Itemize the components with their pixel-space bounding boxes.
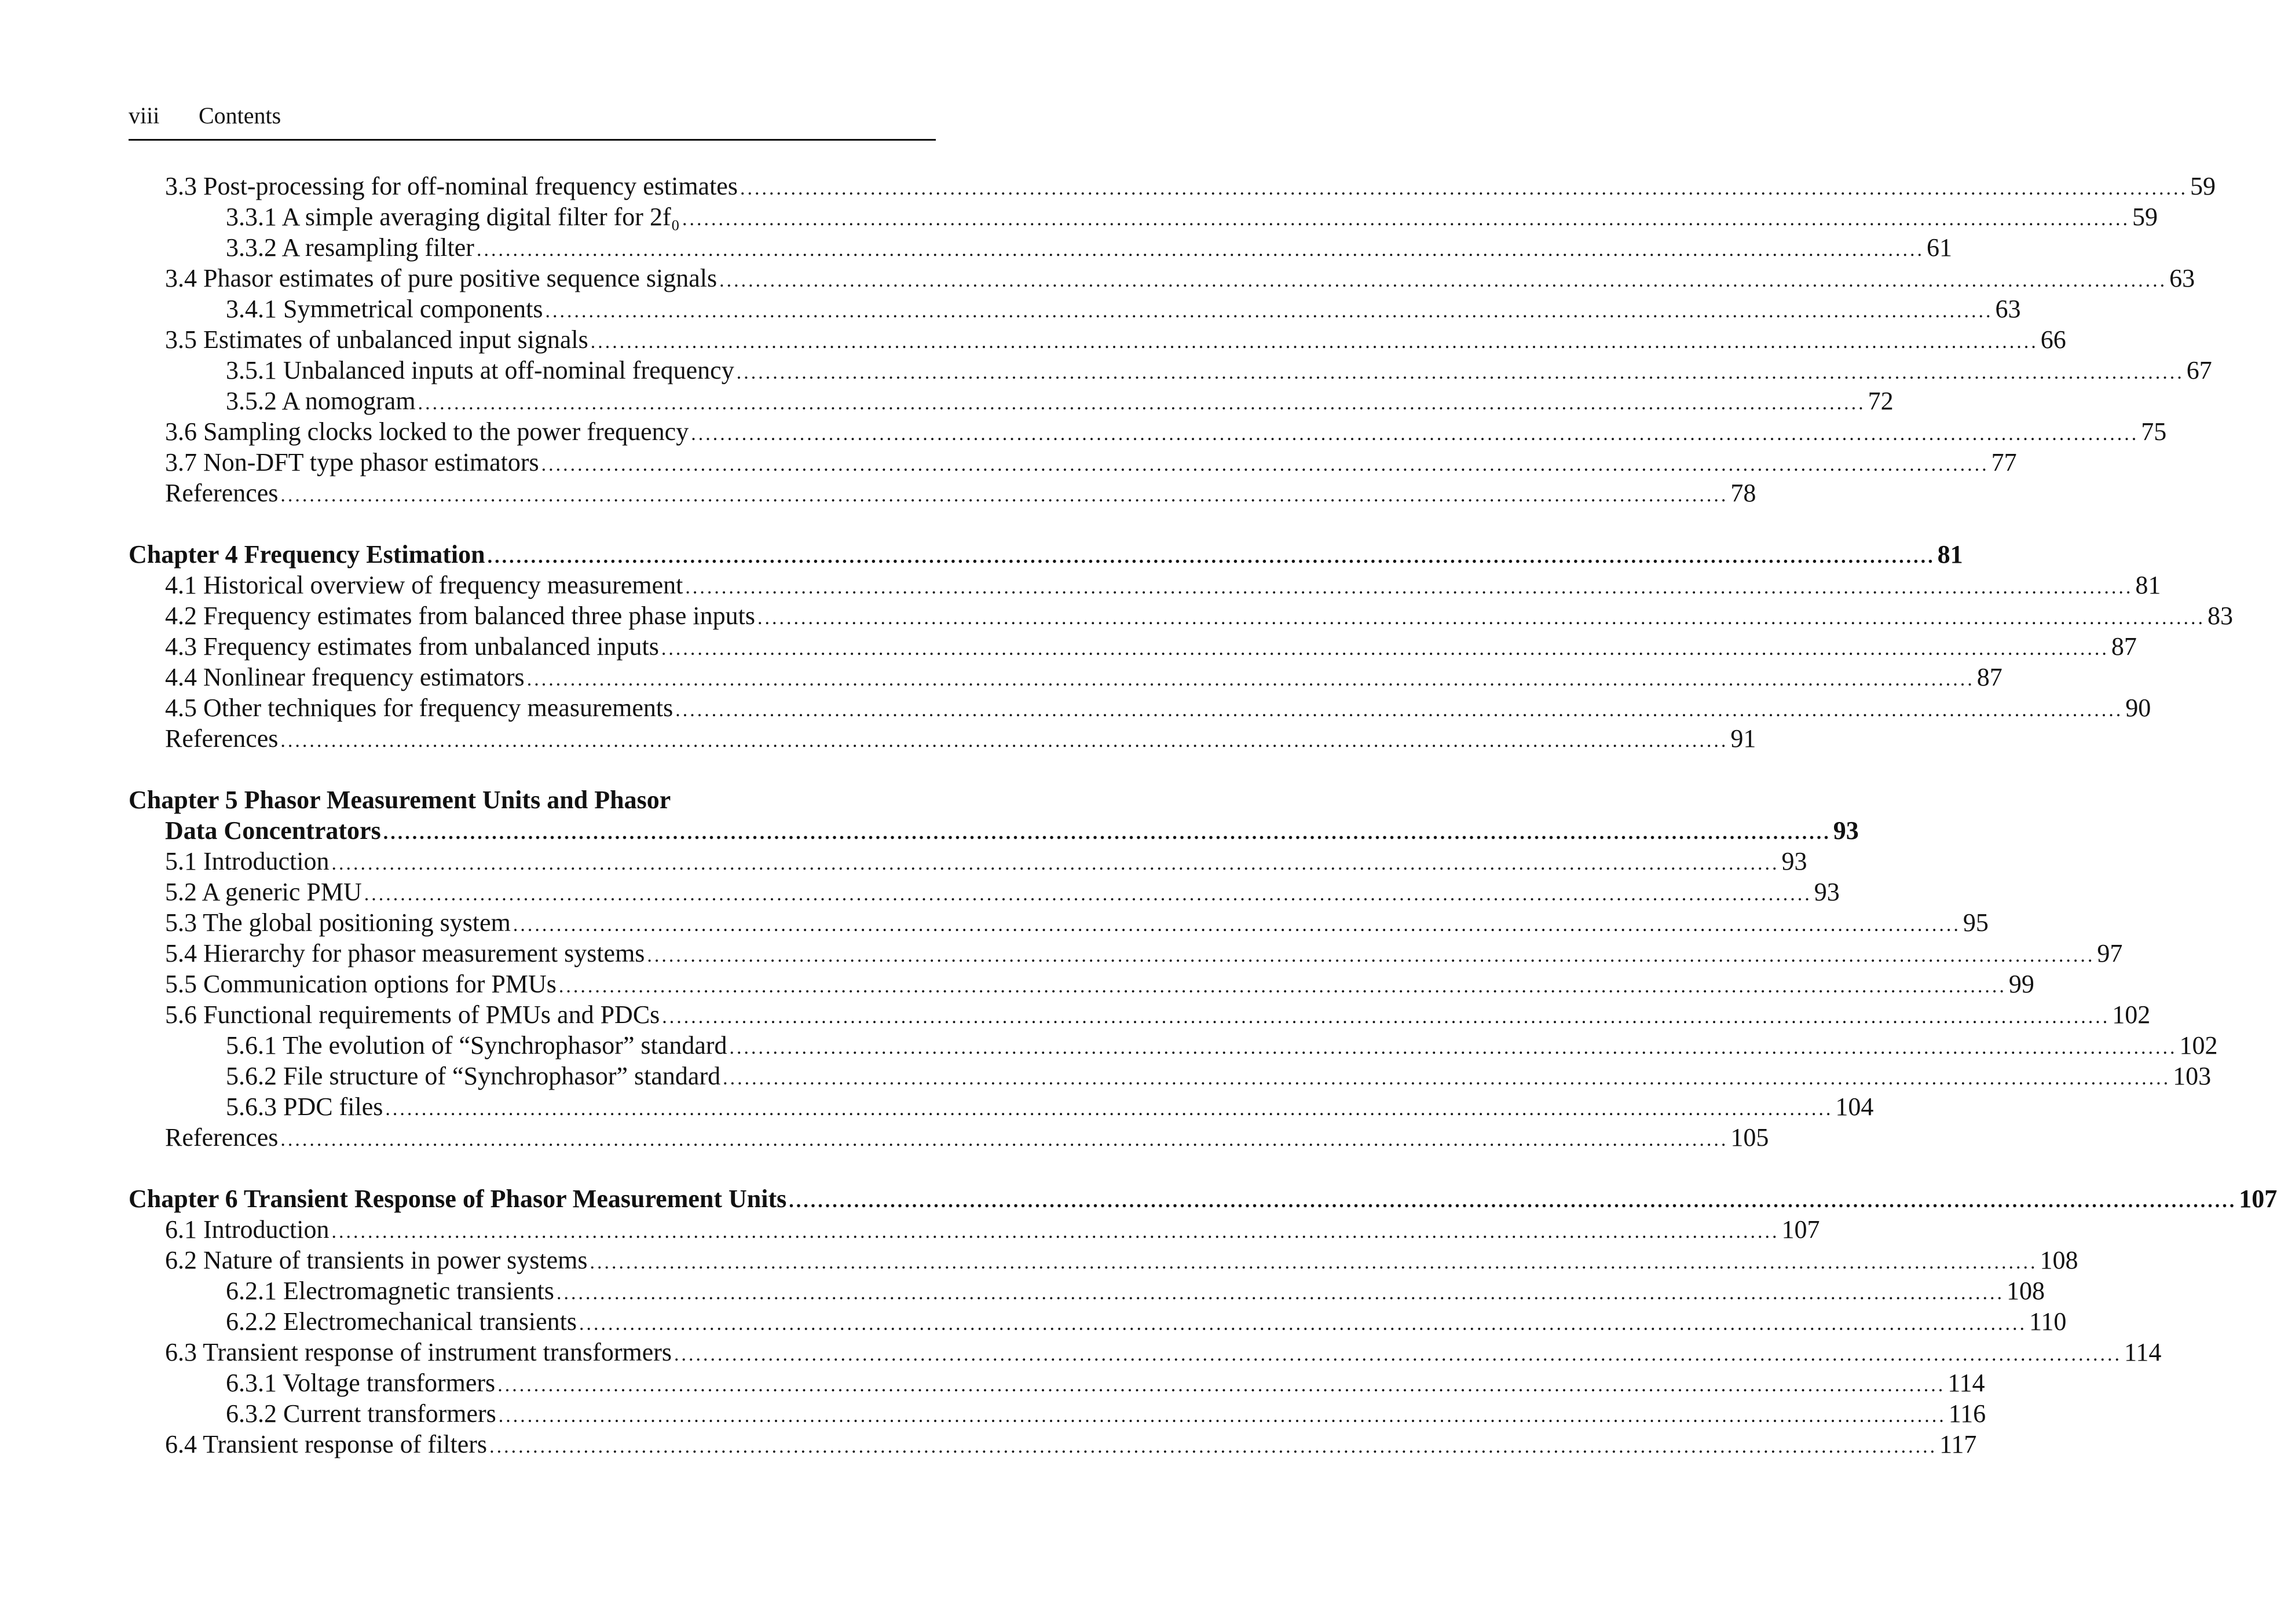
toc-entry-page: 87 [1976,663,2003,691]
toc-entry-title: References [165,1123,279,1152]
dot-leader: ........................................................................................................................................................................................................ [736,362,2184,383]
toc-entry[interactable] [129,938,2123,969]
toc-entry-title: 6.3.1 Voltage transformers [226,1369,496,1397]
toc-entry-page: 107 [1781,1215,1820,1244]
toc-entry-page: 97 [2097,939,2123,967]
toc-entry[interactable] [129,846,1807,877]
toc-entry-page: 59 [2132,203,2158,231]
dot-leader: ........................................................................................................................................................................................................ [476,239,1924,261]
toc-entry-title: References [165,724,279,753]
toc-entry[interactable] [129,355,2212,386]
toc-entry-title: 5.5 Communication options for PMUs [165,970,557,998]
chapter-heading-5-line1[interactable]: Chapter 5 Phasor Measurement Units and Phasor [129,786,671,814]
toc-entry[interactable] [129,447,2017,478]
section-gap [129,1153,936,1183]
toc-entry-title: 3.4 Phasor estimates of pure positive sequence signals [165,264,717,292]
toc-entry-title: 5.2 A generic PMU [165,878,362,906]
toc-entry[interactable] [129,171,2216,201]
toc-entry-page: 63 [1995,295,2021,323]
toc-entry-title: 5.6.3 PDC files [226,1093,383,1121]
toc-entry-page: 110 [2029,1307,2067,1336]
toc-entry-title: 6.3.2 Current transformers [226,1399,496,1428]
toc-entry[interactable] [129,662,2003,692]
dot-leader: ........................................................................................................................................................................................................ [383,822,1831,844]
toc-entry-page: 81 [2135,571,2161,599]
toc-entry[interactable] [129,478,1756,508]
chapter-page-number: 93 [1833,816,1859,845]
toc-entry-page: 102 [2112,1000,2151,1029]
toc-entry[interactable] [129,999,2151,1030]
toc-entry[interactable] [129,1429,1977,1460]
toc-entry[interactable] [129,723,1756,754]
toc-entry[interactable] [129,877,1840,907]
toc-entry[interactable] [129,232,1952,263]
dot-leader: ........................................................................................................................................................................................................ [331,1221,1780,1242]
page-folio: viii [129,102,160,129]
toc-entry-page: 108 [2040,1246,2078,1274]
toc-entry-title: 5.6 Functional requirements of PMUs and PDCs [165,1000,660,1029]
toc-entry[interactable] [129,692,2151,723]
toc-entry-title: 4.2 Frequency estimates from balanced three phase inputs [165,602,756,630]
toc-entry[interactable] [129,386,1894,416]
toc-entry-page: 75 [2141,417,2167,446]
toc-block-chapter-4 [129,570,2234,754]
toc-entry-title: 6.2.1 Electromagnetic transients [226,1277,554,1305]
toc-entry-page: 99 [2008,970,2034,998]
toc-entry-page: 61 [1926,233,1952,262]
toc-entry-title: 3.3 Post-processing for off-nominal frequency estimates [165,172,738,200]
dot-leader: ........................................................................................................................................................................................................ [364,884,1812,905]
toc-entry[interactable] [129,294,2021,324]
toc-entry-title: 6.1 Introduction [165,1215,330,1244]
toc-entry-title: 4.1 Historical overview of frequency measurement [165,571,683,599]
header-rule [129,139,936,141]
dot-leader: ........................................................................................................................................................................................................ [558,976,2007,997]
toc-entry[interactable] [129,1214,1820,1245]
dot-leader: ........................................................................................................................................................................................................ [489,1436,1938,1457]
toc-entry-page: 67 [2186,356,2212,384]
chapter-heading-4[interactable] [129,539,1963,570]
toc-block-chapter-5 [129,846,2218,1153]
dot-leader: ........................................................................................................................................................................................................ [590,1252,2038,1273]
dot-leader: ........................................................................................................................................................................................................ [789,1190,2237,1212]
dot-leader: ........................................................................................................................................................................................................ [497,1374,1946,1396]
toc-entry[interactable] [129,324,2066,355]
toc-entry-page: 93 [1781,847,1807,875]
toc-entry[interactable] [129,969,2034,999]
toc-entry-page: 78 [1730,479,1756,507]
toc-entry-title: 6.2.2 Electromechanical transients [226,1307,577,1336]
toc-entry-page: 93 [1814,878,1840,906]
toc-entry-page: 108 [2006,1277,2045,1305]
running-header [129,102,936,130]
toc-block-chapter-3-continued [129,171,2216,508]
toc-entry-page: 83 [2208,602,2234,630]
toc-entry-page: 105 [1730,1123,1769,1152]
toc-entry-page: 117 [1939,1430,1977,1458]
dot-leader: ........................................................................................................................................................................................................ [556,1282,2004,1304]
dot-leader: ........................................................................................................................................................................................................ [498,1405,1946,1427]
toc-entry-title: 3.3.1 A simple averaging digital filter for 2f₀ [226,203,680,231]
toc-entry-title: 3.6 Sampling clocks locked to the power frequency [165,417,689,446]
toc-entry-page: 66 [2040,325,2066,354]
toc-entry-page: 87 [2111,632,2137,661]
dot-leader: ........................................................................................................................................................................................................ [729,1037,2177,1058]
dot-leader: ........................................................................................................................................................................................................ [331,853,1780,874]
toc-entry-title: 5.1 Introduction [165,847,330,875]
toc-entry[interactable] [129,1061,2212,1091]
toc-entry-page: 63 [2169,264,2195,292]
toc-entry-page: 114 [2124,1338,2162,1366]
toc-entry-title: 6.2 Nature of transients in power systems [165,1246,588,1274]
toc-entry-title: 3.5.1 Unbalanced inputs at off-nominal frequency [226,356,734,384]
dot-leader: ........................................................................................................................................................................................................ [526,669,1975,690]
toc-entry[interactable] [129,631,2137,662]
toc-entry[interactable] [129,1122,1769,1153]
dot-leader: ........................................................................................................................................................................................................ [675,699,2124,721]
dot-leader: ........................................................................................................................................................................................................ [685,577,2133,598]
toc-entry-title: 3.5.2 A nomogram [226,387,416,415]
toc-entry[interactable] [129,907,1989,938]
toc-entry[interactable] [129,600,2234,631]
toc-entry[interactable] [129,201,2158,232]
toc-entry-page: 103 [2173,1062,2212,1090]
toc-entry-title: 5.3 The global positioning system [165,908,511,937]
toc-entry-title: 4.5 Other techniques for frequency measurements [165,694,673,722]
dot-leader: ........................................................................................................................................................................................................ [757,607,2206,629]
toc-entry[interactable] [129,1275,2045,1306]
chapter-heading-5-line2[interactable] [129,815,1859,846]
dot-leader: ........................................................................................................................................................................................................ [590,331,2038,353]
section-gap [129,754,936,784]
chapter-page-number: 107 [2239,1185,2277,1213]
toc-entry-title: 4.3 Frequency estimates from unbalanced inputs [165,632,659,661]
toc-entry-page: 91 [1730,724,1756,753]
toc-entry-title: 6.4 Transient response of filters [165,1430,488,1458]
toc-entry-page: 90 [2125,694,2151,722]
toc-entry[interactable] [129,1245,2078,1275]
dot-leader: ........................................................................................................................................................................................................ [662,1006,2110,1028]
toc-entry-title: 6.3 Transient response of instrument transformers [165,1338,672,1366]
toc-entry-page: 102 [2179,1031,2218,1060]
toc-entry-page: 116 [1948,1399,1986,1428]
dot-leader: ........................................................................................................................................................................................................ [280,1129,1729,1150]
dot-leader: ........................................................................................................................................................................................................ [740,178,2188,199]
toc-entry[interactable] [129,1030,2218,1061]
toc-entry-title: 5.6.2 File structure of “Synchrophasor” standard [226,1062,721,1090]
table-of-contents [129,171,2277,1460]
dot-leader: ........................................................................................................................................................................................................ [723,1068,2171,1089]
toc-entry-title: 3.5 Estimates of unbalanced input signals [165,325,588,354]
toc-entry-title: 3.7 Non-DFT type phasor estimators [165,448,539,476]
running-title: Contents [199,102,281,129]
toc-entry-page: 104 [1835,1093,1874,1121]
toc-entry[interactable] [129,1091,1874,1122]
toc-entry-title: References [165,479,279,507]
dot-leader: ........................................................................................................................................................................................................ [545,300,1993,322]
toc-block-chapter-6 [129,1214,2162,1460]
dot-leader: ........................................................................................................................................................................................................ [385,1098,1833,1120]
section-gap [129,508,936,539]
toc-entry-title: 4.4 Nonlinear frequency estimators [165,663,525,691]
toc-entry[interactable] [129,1337,2162,1368]
toc-entry-page: 77 [1991,448,2017,476]
toc-entry[interactable] [129,1398,1986,1429]
toc-entry-title: 3.4.1 Symmetrical components [226,295,543,323]
chapter-title: Chapter 4 Frequency Estimation [129,540,485,569]
dot-leader: ........................................................................................................................................................................................................ [719,270,2168,291]
dot-leader: ........................................................................................................................................................................................................ [280,730,1729,751]
dot-leader: ........................................................................................................................................................................................................ [691,423,2139,445]
toc-entry-page: 72 [1868,387,1894,415]
chapter-title: Chapter 6 Transient Response of Phasor Measurement Units [129,1185,787,1213]
chapter-heading-6[interactable] [129,1183,2277,1214]
toc-entry[interactable] [129,263,2195,294]
toc-entry-page: 114 [1947,1369,1985,1397]
dot-leader: ........................................................................................................................................................................................................ [280,485,1729,506]
dot-leader: ........................................................................................................................................................................................................ [674,1344,2122,1365]
dot-leader: ........................................................................................................................................................................................................ [579,1313,2027,1335]
dot-leader: ........................................................................................................................................................................................................ [418,393,1866,414]
dot-leader: ........................................................................................................................................................................................................ [541,454,1989,475]
toc-entry-title: 5.6.1 The evolution of “Synchrophasor” standard [226,1031,727,1060]
chapter-page-number: 81 [1937,540,1963,569]
toc-entry-title: 5.4 Hierarchy for phasor measurement systems [165,939,645,967]
dot-leader: ........................................................................................................................................................................................................ [647,945,2095,966]
dot-leader: ........................................................................................................................................................................................................ [661,638,2109,659]
dot-leader: ........................................................................................................................................................................................................ [487,546,1935,567]
toc-entry[interactable] [129,1368,1985,1398]
toc-entry-page: 95 [1963,908,1989,937]
toc-entry-page: 59 [2190,172,2216,200]
toc-entry-title: 3.3.2 A resampling filter [226,233,474,262]
dot-leader: ........................................................................................................................................................................................................ [682,208,2130,230]
dot-leader: ........................................................................................................................................................................................................ [512,914,1961,936]
chapter-title: Data Concentrators [165,816,381,845]
toc-entry[interactable] [129,570,2161,600]
toc-entry[interactable] [129,416,2167,447]
toc-entry[interactable] [129,1306,2067,1337]
